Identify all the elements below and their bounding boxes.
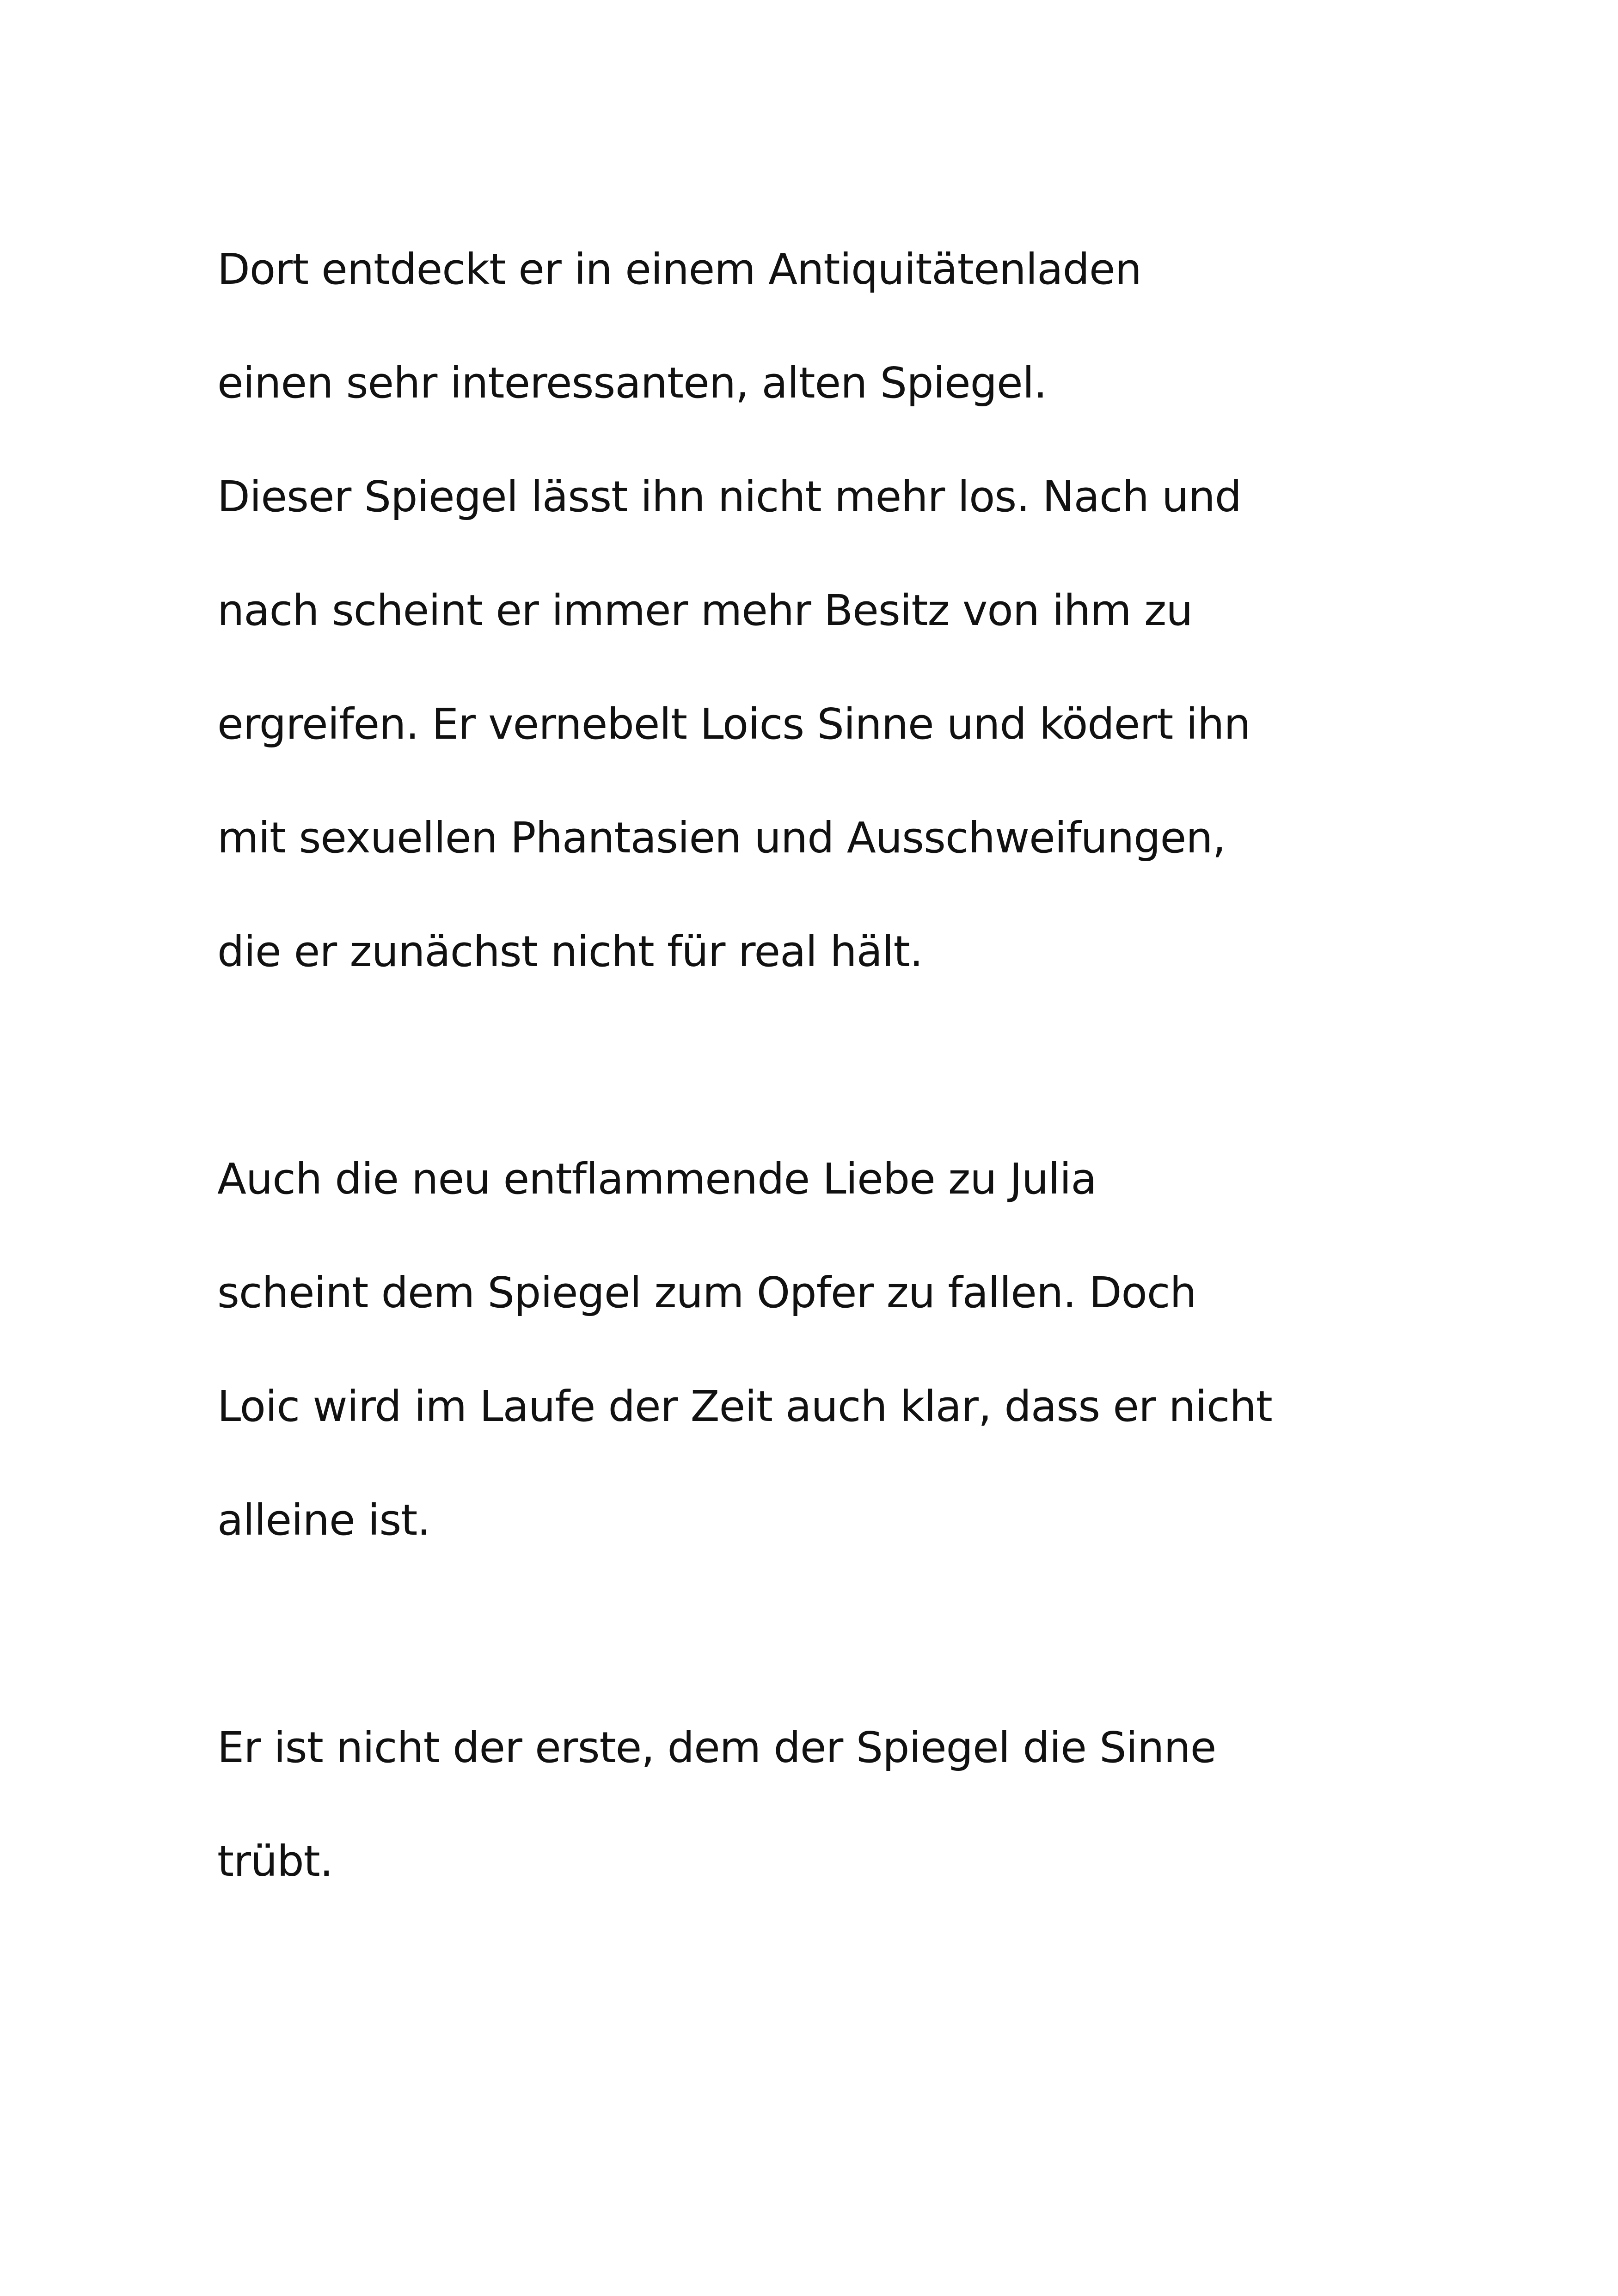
text-line: Er ist nicht der erste, dem der Spiegel die Sinne [217,1723,1216,1772]
text-line: einen sehr interessanten, alten Spiegel. [217,358,1047,408]
text-line: alleine ist. [217,1495,430,1545]
text-line: scheint dem Spiegel zum Opfer zu fallen. Doch [217,1268,1196,1317]
paragraph [217,1122,1465,1577]
paragraph-gap [217,1577,1465,1691]
text-line: Dort entdeckt er in einem Antiquitätenladen [217,245,1141,294]
paragraph [217,213,1465,1009]
body-text [217,213,1465,1918]
text-line: mit sexuellen Phantasien und Ausschweifungen, [217,813,1226,863]
paragraph-gap [217,1009,1465,1122]
text-line: ergreifen. Er vernebelt Loics Sinne und ködert ihn [217,699,1250,749]
text-line: Auch die neu entflammende Liebe zu Julia [217,1154,1097,1204]
text-line: trübt. [217,1837,333,1886]
paragraph [217,1691,1465,1918]
text-line: nach scheint er immer mehr Besitz von ihm zu [217,586,1193,635]
text-line: die er zunächst nicht für real hält. [217,927,923,976]
text-line: Loic wird im Laufe der Zeit auch klar, dass er nicht [217,1382,1272,1431]
text-line: Dieser Spiegel lässt ihn nicht mehr los. Nach und [217,472,1242,521]
